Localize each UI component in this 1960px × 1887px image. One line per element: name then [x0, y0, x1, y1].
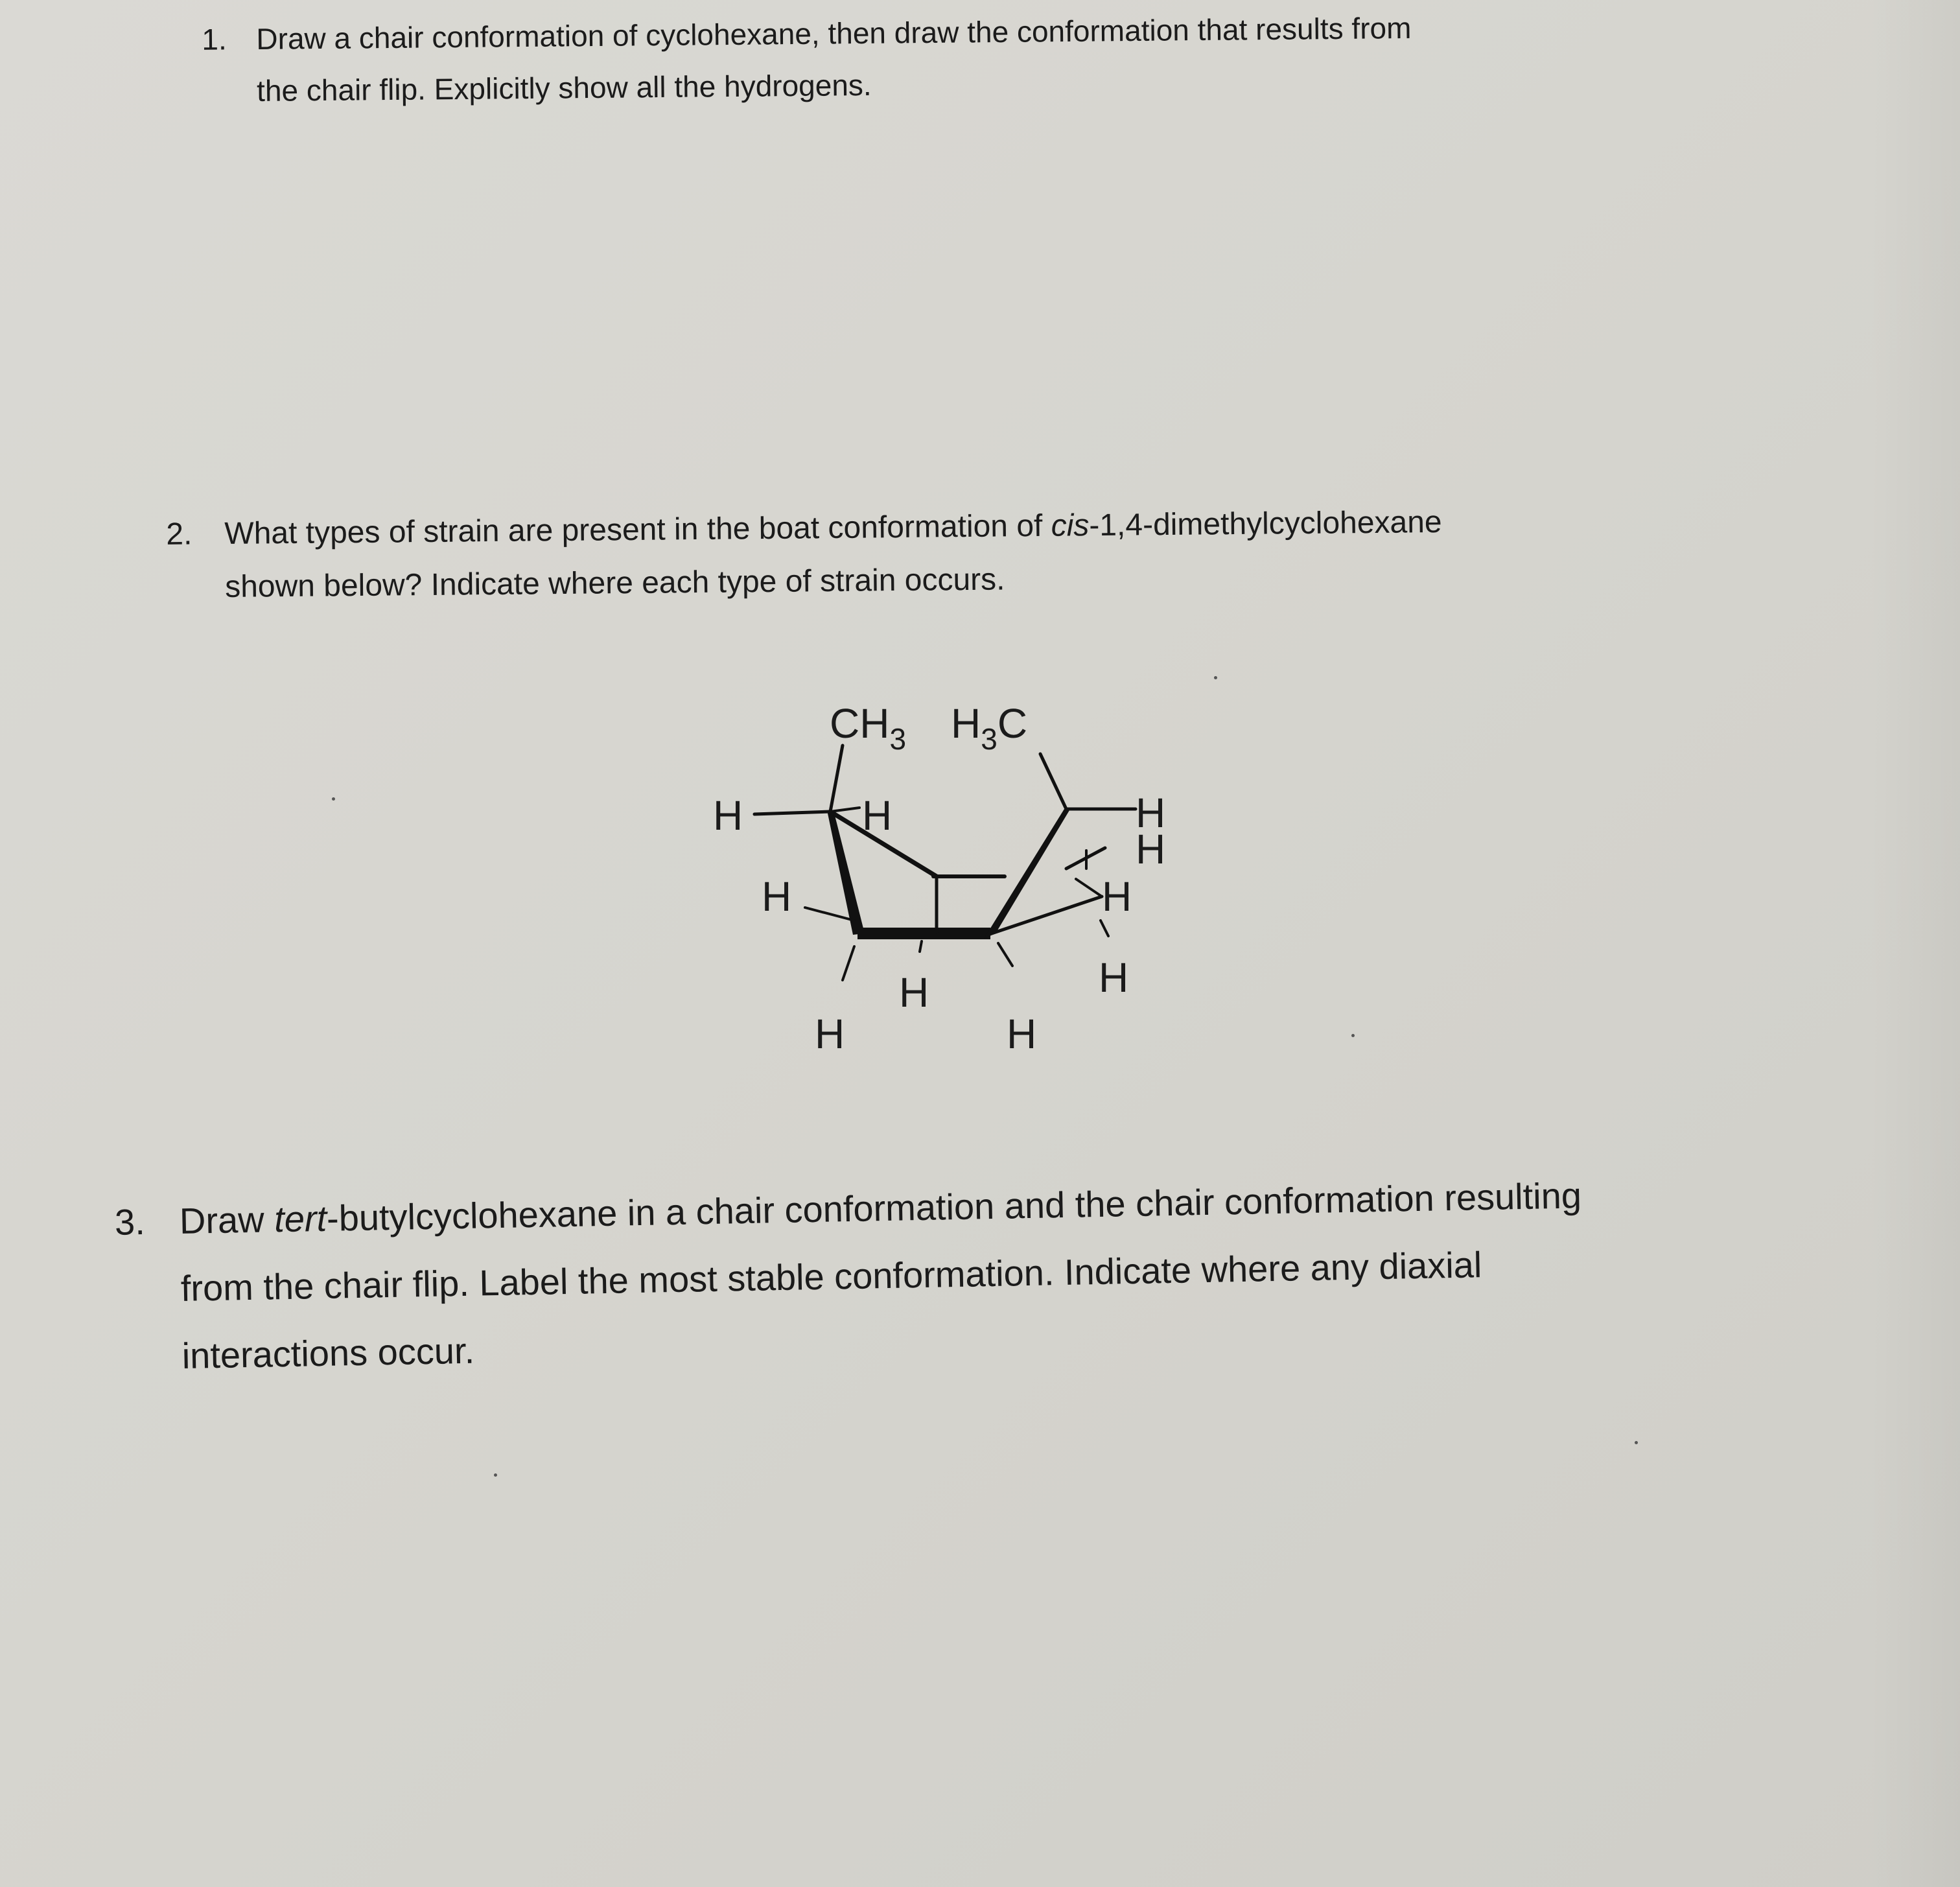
- atom-labels: [713, 700, 1165, 1057]
- h-bond: [1101, 920, 1108, 936]
- question-text-line: shown below? Indicate where each type of strain occurs.: [224, 562, 1005, 604]
- h-bond: [998, 943, 1012, 966]
- text-segment: What types of strain are present in the boat conformation of: [224, 508, 1051, 551]
- paper-speck: [1351, 1034, 1355, 1037]
- question-text-line: Draw a chair conformation of cyclohexane, then draw the conformation that results from: [256, 10, 1412, 56]
- hydrogen-label: H: [1099, 954, 1129, 1001]
- h-bond: [830, 808, 859, 812]
- text-segment: -1,4-dimethylcyclohexane: [1089, 504, 1442, 543]
- hydrogen-label: H: [1007, 1011, 1037, 1057]
- h-bond: [843, 946, 854, 980]
- paper-speck: [494, 1473, 497, 1477]
- hydrogen-label: H: [899, 969, 929, 1016]
- bond-lines: [754, 745, 1136, 980]
- question-number: 3.: [114, 1201, 146, 1243]
- question-text-line: from the chair flip. Label the most stable conformation. Indicate where any diaxial: [180, 1244, 1482, 1309]
- question-number: 1.: [202, 22, 228, 56]
- question-text-line: the chair flip. Explicitly show all the hydrogens.: [256, 67, 872, 108]
- question-text-line: interactions occur.: [181, 1330, 475, 1376]
- h-bond: [1076, 879, 1102, 897]
- methyl-bond: [1040, 754, 1066, 809]
- methyl-bond: [830, 745, 843, 812]
- hydrogen-label: H: [815, 1011, 845, 1057]
- hydrogen-label: H: [713, 792, 743, 839]
- methyl-right-label: $H_3C$: [951, 700, 1028, 756]
- h-bond: [805, 908, 854, 920]
- hydrogen-label: H: [1136, 790, 1166, 836]
- hydrogen-label: H: [1102, 873, 1132, 920]
- h-bond: [754, 812, 830, 814]
- paper-speck: [1214, 676, 1217, 679]
- hydrogen-label: H: [762, 873, 792, 920]
- text-segment: Draw: [179, 1199, 275, 1241]
- hydrogen-label: H: [862, 792, 892, 839]
- italic-prefix: cis: [1051, 508, 1090, 543]
- ring-bond-bold: [858, 928, 990, 939]
- paper-speck: [332, 797, 335, 801]
- h-bond: [920, 941, 922, 952]
- text-segment: -butylcyclohexane in a chair conformation and the chair conformation resulting: [326, 1175, 1582, 1239]
- question-number: 2.: [166, 517, 192, 552]
- hydrogen-label: H: [1136, 826, 1166, 873]
- methyl-left-label: $CH_3$: [830, 700, 907, 756]
- paper-speck: [1635, 1441, 1638, 1444]
- ring-bond-wedge: [984, 809, 1069, 939]
- italic-prefix: tert: [274, 1197, 327, 1240]
